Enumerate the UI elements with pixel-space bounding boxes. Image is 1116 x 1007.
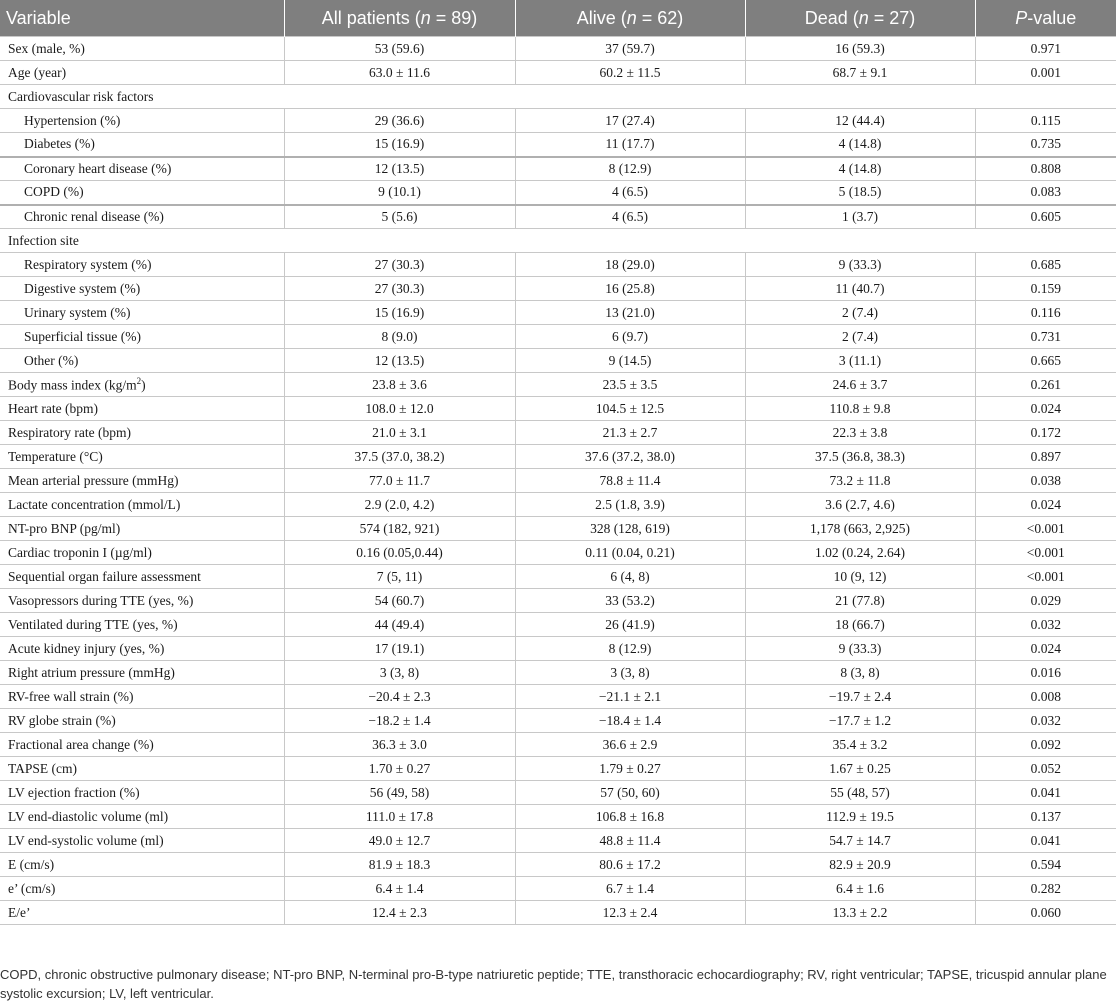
all-patients-cell: 23.8 ± 3.6 (284, 373, 515, 397)
variable-cell: Other (%) (0, 349, 284, 373)
alive-cell: 8 (12.9) (515, 157, 745, 181)
dead-cell: 9 (33.3) (745, 637, 975, 661)
all-patients-cell: 63.0 ± 11.6 (284, 61, 515, 85)
alive-cell: 6.7 ± 1.4 (515, 877, 745, 901)
table-row (0, 781, 1116, 805)
table-row (0, 661, 1116, 685)
variable-cell: Coronary heart disease (%) (0, 157, 284, 181)
table-row (0, 685, 1116, 709)
dead-cell: 13.3 ± 2.2 (745, 901, 975, 925)
alive-cell: 4 (6.5) (515, 205, 745, 229)
header-all-count: = 89) (430, 7, 478, 28)
variable-cell: Heart rate (bpm) (0, 397, 284, 421)
p-value-cell: 0.024 (975, 397, 1116, 421)
header-p-value (975, 0, 1116, 37)
all-patients-cell: 15 (16.9) (284, 133, 515, 157)
all-patients-cell: 574 (182, 921) (284, 517, 515, 541)
table-row (0, 277, 1116, 301)
table-row (0, 109, 1116, 133)
table-row (0, 709, 1116, 733)
variable-cell: Sex (male, %) (0, 37, 284, 61)
variable-cell: RV-free wall strain (%) (0, 685, 284, 709)
variable-cell: Fractional area change (%) (0, 733, 284, 757)
p-value-cell: 0.282 (975, 877, 1116, 901)
dead-cell: 68.7 ± 9.1 (745, 61, 975, 85)
p-value-cell: 0.092 (975, 733, 1116, 757)
p-value-cell: 0.115 (975, 109, 1116, 133)
alive-cell: 36.6 ± 2.9 (515, 733, 745, 757)
alive-cell: 78.8 ± 11.4 (515, 469, 745, 493)
variable-cell: TAPSE (cm) (0, 757, 284, 781)
alive-cell: 48.8 ± 11.4 (515, 829, 745, 853)
variable-cell: Hypertension (%) (0, 109, 284, 133)
dead-cell: 12 (44.4) (745, 109, 975, 133)
table-row (0, 253, 1116, 277)
table-row (0, 589, 1116, 613)
all-patients-cell: 44 (49.4) (284, 613, 515, 637)
header-alive-text: Alive ( (576, 7, 627, 28)
table-row (0, 397, 1116, 421)
table-row (0, 61, 1116, 85)
dead-cell: 10 (9, 12) (745, 565, 975, 589)
alive-cell: 2.5 (1.8, 3.9) (515, 493, 745, 517)
alive-cell: 23.5 ± 3.5 (515, 373, 745, 397)
dead-cell: 110.8 ± 9.8 (745, 397, 975, 421)
header-all-text: All patients ( (321, 7, 421, 28)
all-patients-cell: 12 (13.5) (284, 349, 515, 373)
table-row (0, 37, 1116, 61)
header-all-patients (284, 0, 515, 37)
dead-cell: 24.6 ± 3.7 (745, 373, 975, 397)
alive-cell: 80.6 ± 17.2 (515, 853, 745, 877)
p-value-cell: 0.159 (975, 277, 1116, 301)
p-value-cell: 0.172 (975, 421, 1116, 445)
alive-cell: 13 (21.0) (515, 301, 745, 325)
p-value-cell: 0.016 (975, 661, 1116, 685)
all-patients-cell: 49.0 ± 12.7 (284, 829, 515, 853)
all-patients-cell: 12 (13.5) (284, 157, 515, 181)
alive-cell: 37 (59.7) (515, 37, 745, 61)
p-value-cell: 0.665 (975, 349, 1116, 373)
all-patients-cell: −18.2 ± 1.4 (284, 709, 515, 733)
table-row (0, 205, 1116, 229)
header-dead-n: n (858, 7, 869, 28)
table-row (0, 517, 1116, 541)
dead-cell: 112.9 ± 19.5 (745, 805, 975, 829)
variable-cell: Age (year) (0, 61, 284, 85)
header-dead-count: = 27) (868, 7, 916, 28)
p-value-cell: 0.001 (975, 61, 1116, 85)
p-value-cell: 0.024 (975, 637, 1116, 661)
variable-cell: Respiratory system (%) (0, 253, 284, 277)
alive-cell: 1.79 ± 0.27 (515, 757, 745, 781)
variable-cell: Mean arterial pressure (mmHg) (0, 469, 284, 493)
p-value-cell: 0.116 (975, 301, 1116, 325)
table-row (0, 133, 1116, 157)
alive-cell: −21.1 ± 2.1 (515, 685, 745, 709)
header-alive-n: n (626, 7, 637, 28)
dead-cell: 4 (14.8) (745, 157, 975, 181)
p-value-cell: 0.594 (975, 853, 1116, 877)
all-patients-cell: 8 (9.0) (284, 325, 515, 349)
alive-cell: −18.4 ± 1.4 (515, 709, 745, 733)
variable-cell: Acute kidney injury (yes, %) (0, 637, 284, 661)
table-row (0, 541, 1116, 565)
table-row (0, 877, 1116, 901)
alive-cell: 57 (50, 60) (515, 781, 745, 805)
dead-cell: 82.9 ± 20.9 (745, 853, 975, 877)
p-value-cell: 0.808 (975, 157, 1116, 181)
alive-cell: 26 (41.9) (515, 613, 745, 637)
all-patients-cell: 9 (10.1) (284, 181, 515, 205)
all-patients-cell: 21.0 ± 3.1 (284, 421, 515, 445)
alive-cell: 18 (29.0) (515, 253, 745, 277)
p-value-cell: <0.001 (975, 565, 1116, 589)
header-dead-text: Dead ( (804, 7, 859, 28)
all-patients-cell: 1.70 ± 0.27 (284, 757, 515, 781)
table-row (0, 901, 1116, 925)
variable-cell: Respiratory rate (bpm) (0, 421, 284, 445)
variable-superscript: 2 (136, 375, 142, 386)
alive-cell: 9 (14.5) (515, 349, 745, 373)
all-patients-cell: 111.0 ± 17.8 (284, 805, 515, 829)
header-dead (745, 0, 975, 37)
all-patients-cell: 12.4 ± 2.3 (284, 901, 515, 925)
alive-cell: 37.6 (37.2, 38.0) (515, 445, 745, 469)
all-patients-cell: 2.9 (2.0, 4.2) (284, 493, 515, 517)
table-footnote: COPD, chronic obstructive pulmonary disease; NT-pro BNP, N-terminal pro-B-type natriuretic peptide; TTE, transthoracic echocardiography; RV, right ventricular; TAPSE, tricuspid annular plane systolic excursion; LV, left ventricular. (0, 967, 1107, 1001)
dead-cell: 3.6 (2.7, 4.6) (745, 493, 975, 517)
variable-cell: COPD (%) (0, 181, 284, 205)
header-row (0, 0, 1116, 37)
p-value-cell: <0.001 (975, 541, 1116, 565)
all-patients-cell: 27 (30.3) (284, 253, 515, 277)
all-patients-cell: 17 (19.1) (284, 637, 515, 661)
dead-cell: 11 (40.7) (745, 277, 975, 301)
p-value-cell: 0.261 (975, 373, 1116, 397)
alive-cell: 17 (27.4) (515, 109, 745, 133)
variable-cell: e’ (cm/s) (0, 877, 284, 901)
variable-cell: LV end-systolic volume (ml) (0, 829, 284, 853)
alive-cell: 8 (12.9) (515, 637, 745, 661)
dead-cell: 37.5 (36.8, 38.3) (745, 445, 975, 469)
dead-cell: 16 (59.3) (745, 37, 975, 61)
table-section-row (0, 85, 1116, 109)
alive-cell: 3 (3, 8) (515, 661, 745, 685)
section-label: Cardiovascular risk factors (0, 85, 1116, 109)
all-patients-cell: 36.3 ± 3.0 (284, 733, 515, 757)
dead-cell: 6.4 ± 1.6 (745, 877, 975, 901)
header-all-n: n (420, 7, 431, 28)
table-row (0, 565, 1116, 589)
variable-cell: Diabetes (%) (0, 133, 284, 157)
alive-cell: 60.2 ± 11.5 (515, 61, 745, 85)
table-row (0, 181, 1116, 205)
p-value-cell: 0.971 (975, 37, 1116, 61)
variable-cell: LV ejection fraction (%) (0, 781, 284, 805)
table-row (0, 733, 1116, 757)
alive-cell: 6 (9.7) (515, 325, 745, 349)
section-label: Infection site (0, 229, 1116, 253)
all-patients-cell: 3 (3, 8) (284, 661, 515, 685)
table-row (0, 325, 1116, 349)
header-p-text: -value (1027, 7, 1077, 28)
table-row (0, 757, 1116, 781)
dead-cell: 5 (18.5) (745, 181, 975, 205)
p-value-cell: 0.731 (975, 325, 1116, 349)
table-row (0, 349, 1116, 373)
variable-cell: Lactate concentration (mmol/L) (0, 493, 284, 517)
all-patients-cell: 29 (36.6) (284, 109, 515, 133)
p-value-cell: 0.029 (975, 589, 1116, 613)
variable-cell: E/e’ (0, 901, 284, 925)
all-patients-cell: 37.5 (37.0, 38.2) (284, 445, 515, 469)
alive-cell: 33 (53.2) (515, 589, 745, 613)
all-patients-cell: 15 (16.9) (284, 301, 515, 325)
dead-cell: 18 (66.7) (745, 613, 975, 637)
variable-text-end: ) (141, 377, 146, 393)
alive-cell: 106.8 ± 16.8 (515, 805, 745, 829)
header-variable-text: Variable (6, 7, 71, 28)
table-row (0, 469, 1116, 493)
variable-text: Body mass index (kg/m (8, 377, 137, 393)
header-variable (0, 0, 284, 37)
table-row (0, 445, 1116, 469)
table-row (0, 805, 1116, 829)
alive-cell: 0.11 (0.04, 0.21) (515, 541, 745, 565)
variable-cell: Digestive system (%) (0, 277, 284, 301)
variable-cell: Right atrium pressure (mmHg) (0, 661, 284, 685)
p-value-cell: 0.032 (975, 709, 1116, 733)
table-body (0, 37, 1116, 925)
variable-cell: Cardiac troponin I (µg/ml) (0, 541, 284, 565)
p-value-cell: 0.038 (975, 469, 1116, 493)
variable-cell: E (cm/s) (0, 853, 284, 877)
all-patients-cell: 0.16 (0.05,0.44) (284, 541, 515, 565)
alive-cell: 16 (25.8) (515, 277, 745, 301)
alive-cell: 104.5 ± 12.5 (515, 397, 745, 421)
header-alive-count: = 62) (636, 7, 684, 28)
dead-cell: 21 (77.8) (745, 589, 975, 613)
p-value-cell: 0.685 (975, 253, 1116, 277)
variable-cell: Vasopressors during TTE (yes, %) (0, 589, 284, 613)
all-patients-cell: 53 (59.6) (284, 37, 515, 61)
header-p-italic: P (1015, 7, 1028, 28)
variable-cell: Superficial tissue (%) (0, 325, 284, 349)
dead-cell: 22.3 ± 3.8 (745, 421, 975, 445)
alive-cell: 6 (4, 8) (515, 565, 745, 589)
all-patients-cell: 5 (5.6) (284, 205, 515, 229)
table-row (0, 829, 1116, 853)
table-row (0, 613, 1116, 637)
variable-cell: NT-pro BNP (pg/ml) (0, 517, 284, 541)
p-value-cell: 0.605 (975, 205, 1116, 229)
variable-cell: Sequential organ failure assessment (0, 565, 284, 589)
dead-cell: 1,178 (663, 2,925) (745, 517, 975, 541)
dead-cell: 55 (48, 57) (745, 781, 975, 805)
table-header (0, 0, 1116, 37)
dead-cell: 35.4 ± 3.2 (745, 733, 975, 757)
alive-cell: 12.3 ± 2.4 (515, 901, 745, 925)
dead-cell: −19.7 ± 2.4 (745, 685, 975, 709)
table-row (0, 157, 1116, 181)
dead-cell: 73.2 ± 11.8 (745, 469, 975, 493)
all-patients-cell: 27 (30.3) (284, 277, 515, 301)
dead-cell: 1 (3.7) (745, 205, 975, 229)
dead-cell: 54.7 ± 14.7 (745, 829, 975, 853)
dead-cell: 3 (11.1) (745, 349, 975, 373)
p-value-cell: 0.052 (975, 757, 1116, 781)
p-value-cell: 0.897 (975, 445, 1116, 469)
p-value-cell: 0.008 (975, 685, 1116, 709)
all-patients-cell: 54 (60.7) (284, 589, 515, 613)
table-row (0, 493, 1116, 517)
p-value-cell: 0.041 (975, 829, 1116, 853)
variable-cell: Temperature (°C) (0, 445, 284, 469)
dead-cell: 4 (14.8) (745, 133, 975, 157)
all-patients-cell: 77.0 ± 11.7 (284, 469, 515, 493)
alive-cell: 11 (17.7) (515, 133, 745, 157)
alive-cell: 21.3 ± 2.7 (515, 421, 745, 445)
table-row (0, 301, 1116, 325)
alive-cell: 4 (6.5) (515, 181, 745, 205)
all-patients-cell: 6.4 ± 1.4 (284, 877, 515, 901)
dead-cell: 1.02 (0.24, 2.64) (745, 541, 975, 565)
all-patients-cell: 81.9 ± 18.3 (284, 853, 515, 877)
table-section-row (0, 229, 1116, 253)
p-value-cell: 0.137 (975, 805, 1116, 829)
table-row (0, 421, 1116, 445)
table-row (0, 637, 1116, 661)
dead-cell: 8 (3, 8) (745, 661, 975, 685)
header-alive (515, 0, 745, 37)
variable-cell: Chronic renal disease (%) (0, 205, 284, 229)
dead-cell: 1.67 ± 0.25 (745, 757, 975, 781)
p-value-cell: 0.032 (975, 613, 1116, 637)
dead-cell: 9 (33.3) (745, 253, 975, 277)
all-patients-cell: 56 (49, 58) (284, 781, 515, 805)
variable-cell: Urinary system (%) (0, 301, 284, 325)
table-row (0, 853, 1116, 877)
p-value-cell: 0.024 (975, 493, 1116, 517)
variable-cell: Ventilated during TTE (yes, %) (0, 613, 284, 637)
p-value-cell: 0.083 (975, 181, 1116, 205)
variable-cell: RV globe strain (%) (0, 709, 284, 733)
dead-cell: 2 (7.4) (745, 325, 975, 349)
variable-cell: LV end-diastolic volume (ml) (0, 805, 284, 829)
p-value-cell: <0.001 (975, 517, 1116, 541)
variable-cell (0, 373, 284, 397)
all-patients-cell: −20.4 ± 2.3 (284, 685, 515, 709)
all-patients-cell: 7 (5, 11) (284, 565, 515, 589)
all-patients-cell: 108.0 ± 12.0 (284, 397, 515, 421)
table-row (0, 373, 1116, 397)
p-value-cell: 0.041 (975, 781, 1116, 805)
p-value-cell: 0.735 (975, 133, 1116, 157)
p-value-cell: 0.060 (975, 901, 1116, 925)
dead-cell: 2 (7.4) (745, 301, 975, 325)
alive-cell: 328 (128, 619) (515, 517, 745, 541)
dead-cell: −17.7 ± 1.2 (745, 709, 975, 733)
